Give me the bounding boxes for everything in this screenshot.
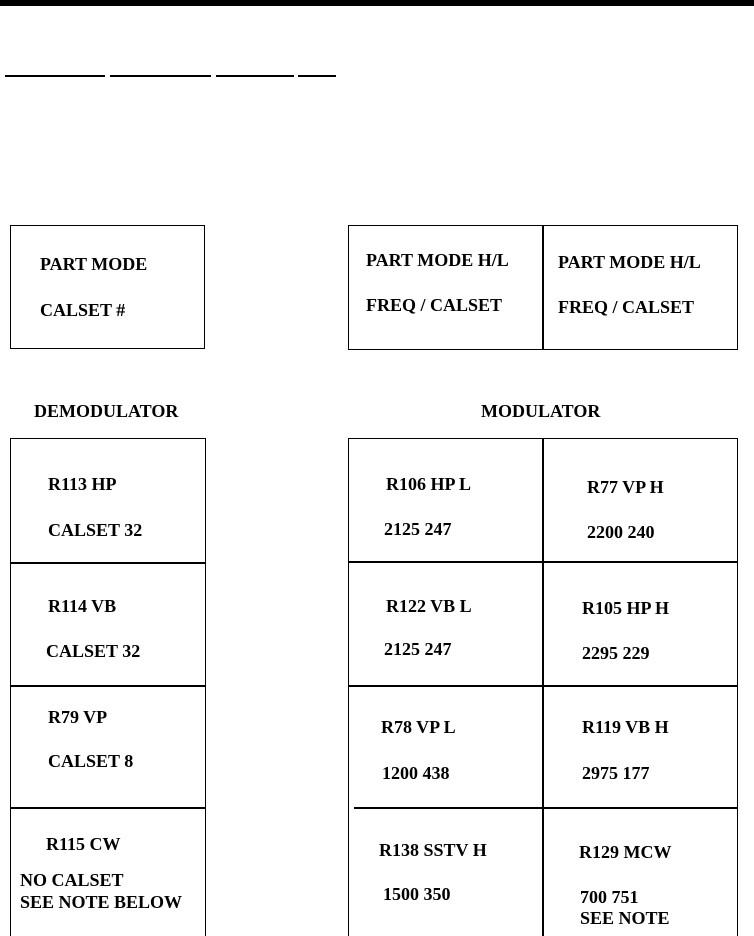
- row-divider: [354, 807, 738, 809]
- demod-cell-line1: R114 VB: [48, 596, 117, 616]
- mod-right-cell-line2: 2295 229: [582, 643, 650, 663]
- mod-left-cell-line1: R138 SSTV H: [379, 840, 487, 860]
- row-divider: [10, 685, 206, 687]
- blank-underline-1: [5, 75, 105, 77]
- mod-right-cell-line2: 700 751: [580, 887, 639, 907]
- demodulator-title: DEMODULATOR: [34, 401, 179, 421]
- column-divider: [542, 438, 544, 936]
- row-divider: [10, 562, 206, 564]
- demod-cell-line2: NO CALSET: [20, 870, 124, 890]
- key-right-line2: FREQ / CALSET: [366, 295, 503, 315]
- demod-cell-line3: SEE NOTE BELOW: [20, 892, 183, 912]
- key-right-line2: FREQ / CALSET: [558, 297, 695, 317]
- row-divider: [10, 807, 206, 809]
- mod-left-cell-line1: R122 VB L: [386, 596, 472, 616]
- mod-right-cell-line1: R105 HP H: [582, 598, 670, 618]
- mod-left-cell-line1: R106 HP L: [386, 474, 472, 494]
- mod-left-cell-line1: R78 VP L: [381, 717, 456, 737]
- top-rule: [0, 0, 754, 6]
- blank-underline-2: [110, 75, 211, 77]
- blank-underline-4: [298, 75, 336, 77]
- demod-cell-line1: R79 VP: [48, 707, 108, 727]
- mod-left-cell-line2: 2125 247: [384, 639, 452, 659]
- modulator-title: MODULATOR: [481, 401, 601, 421]
- demod-cell-line1: R115 CW: [46, 834, 121, 854]
- mod-left-cell-line2: 1200 438: [382, 763, 450, 783]
- key-divider: [542, 225, 544, 350]
- demod-cell-line2: CALSET 8: [48, 751, 134, 771]
- mod-right-cell-line1: R77 VP H: [587, 477, 664, 497]
- mod-right-cell-line2: 2200 240: [587, 522, 655, 542]
- key-box-left: [10, 225, 205, 349]
- mod-right-cell-line1: R119 VB H: [582, 717, 669, 737]
- demodulator-table: [10, 438, 206, 936]
- blank-underline-3: [216, 75, 294, 77]
- row-divider: [348, 561, 738, 563]
- mod-right-cell-line1: R129 MCW: [579, 842, 672, 862]
- mod-right-cell-line2: 2975 177: [582, 763, 650, 783]
- key-left-line2: CALSET #: [40, 300, 126, 320]
- mod-left-cell-line2: 1500 350: [383, 884, 451, 904]
- row-divider: [348, 685, 738, 687]
- demod-cell-line1: R113 HP: [48, 474, 117, 494]
- demod-cell-line2: CALSET 32: [46, 641, 141, 661]
- demod-cell-line2: CALSET 32: [48, 520, 143, 540]
- mod-left-cell-line2: 2125 247: [384, 519, 452, 539]
- key-right-line1: PART MODE H/L: [366, 250, 509, 270]
- key-left-line1: PART MODE: [40, 254, 148, 274]
- mod-right-cell-line3: SEE NOTE: [580, 908, 670, 928]
- key-right-line1: PART MODE H/L: [558, 252, 701, 272]
